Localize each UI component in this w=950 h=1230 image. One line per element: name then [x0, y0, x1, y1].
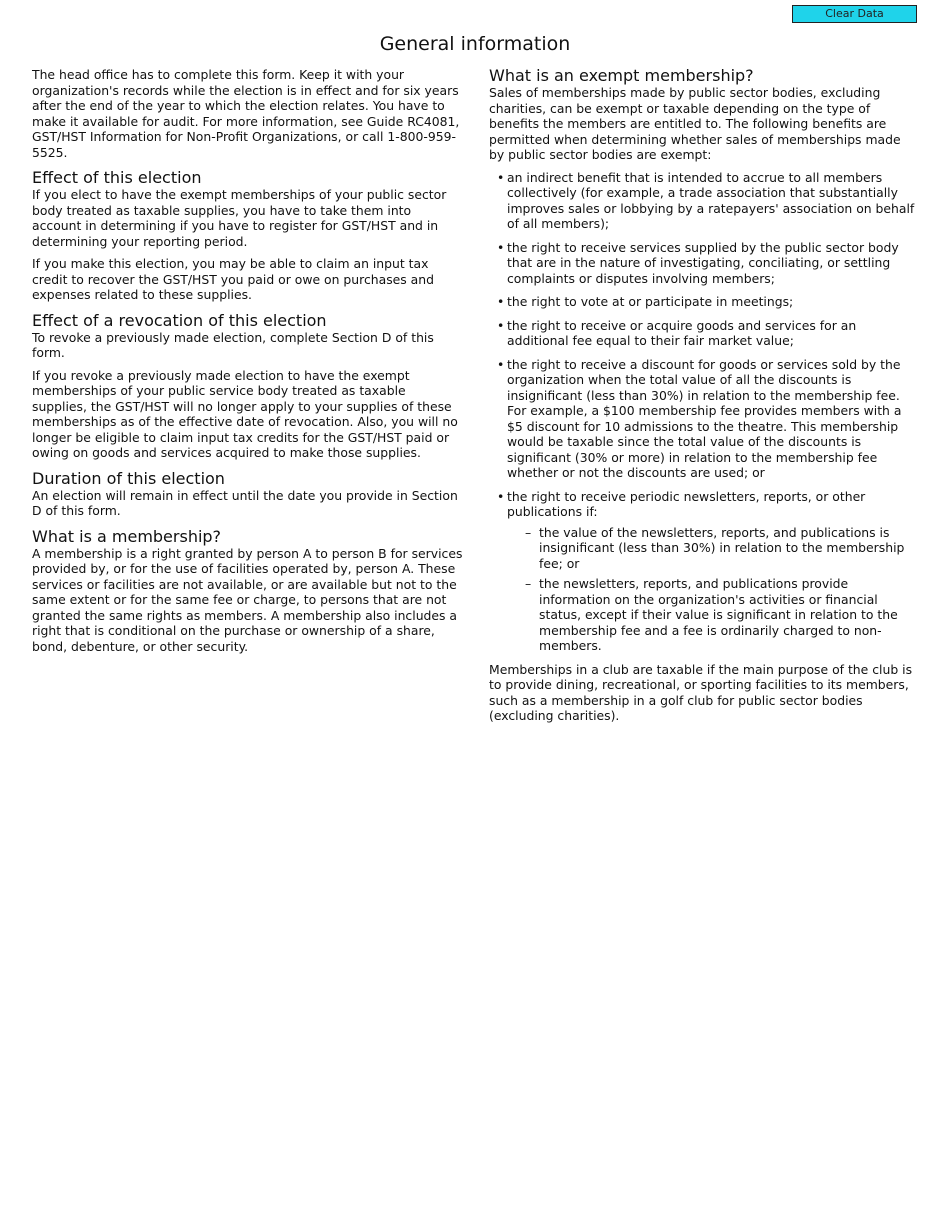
- bullet-icon: •: [497, 294, 505, 309]
- effect-paragraph-1: If you elect to have the exempt memberships of your public sector body treated as taxable supplies, you have to take them into account in determining if you have to register for GST/HST and in determining your reporting period.: [32, 187, 447, 249]
- intro-paragraph: The head office has to complete this form. Keep it with your organization's records while the election is in effect and for six years after the end of the year to which the election relates. You have to make it available for audit. For more information, see Guide RC4081, GST/HST Information for Non-Profit Organizations, or call 1-800-959-5525.: [32, 67, 460, 160]
- sub-list-item: [507, 576, 919, 654]
- list-item-text: an indirect benefit that is intended to accrue to all members collectively (for example, a trade association that substantially improves sales or lobbying by a ratepayers' association on behalf of all members);: [507, 169, 915, 231]
- dash-icon: –: [525, 576, 532, 591]
- bullet-icon: •: [497, 317, 505, 333]
- list-item: [489, 357, 919, 481]
- revocation-paragraph-2: If you revoke a previously made election to have the exempt memberships of your public service body treated as taxable supplies, the GST/HST will no longer apply to your supplies of these memberships as of the effective date of revocation. Also, you will no longer be eligible to claim input tax credits for the GST/HST paid or owing on goods and services acquired to make those supplies.: [32, 367, 458, 460]
- right-column: [489, 67, 919, 731]
- club-membership-paragraph: Memberships in a club are taxable if the main purpose of the club is to provide dining, recreational, or sporting facilities to its members, such as a membership in a golf club for public sector bodies (excluding charities).: [489, 661, 913, 723]
- left-column: [32, 67, 464, 661]
- duration-heading: Duration of this election: [32, 468, 225, 488]
- list-item-text: the right to receive a discount for goods or services sold by the organization when the total value of all the discounts is insignificant (less than 30%) in relation to the membership fee. For example, a $100 membership fee provides members with a $5 discount for 10 admissions to the theatre. This membership would be taxable since the total value of the discounts is significant (30% or more) in relation to the membership fee whether or not the discounts are used; or: [507, 356, 902, 480]
- list-item-text: the right to receive services supplied by the public sector body that are in the nature of investigating, conciliating, or settling complaints or disputes involving members;: [507, 239, 899, 286]
- sub-list-item-text: the newsletters, reports, and publications provide information on the organization's activities or financial status, except if their value is significant in relation to the membership fee and a fee is ordinarily charged to non-members.: [539, 576, 898, 653]
- publications-sublist: [507, 525, 919, 654]
- benefits-list: [489, 170, 919, 654]
- page-title: General information: [379, 33, 571, 55]
- list-item-text: the right to receive or acquire goods and services for an additional fee equal to their fair market value;: [507, 317, 857, 348]
- bullet-icon: •: [497, 169, 505, 185]
- revocation-paragraph-1: To revoke a previously made election, complete Section D of this form.: [32, 329, 434, 360]
- bullet-icon: •: [497, 356, 505, 372]
- list-item-text: the right to receive periodic newsletters, reports, or other publications if:: [507, 488, 866, 519]
- duration-paragraph: An election will remain in effect until the date you provide in Section D of this form.: [32, 487, 458, 518]
- membership-paragraph: A membership is a right granted by person A to person B for services provided by, or for the use of facilities operated by, person A. These services or facilities are not available, or are available but not to the same extent or for the same fee or charge, to persons that are not granted the same rights as members. A membership also includes a right that is conditional on the purchase or ownership of a share, bond, debenture, or other security.: [32, 545, 463, 654]
- dash-icon: –: [525, 524, 532, 540]
- revocation-heading: Effect of a revocation of this election: [32, 310, 327, 330]
- list-item: [489, 170, 919, 232]
- list-item: [489, 318, 919, 349]
- membership-heading: What is a membership?: [32, 526, 222, 546]
- list-item: [489, 294, 919, 310]
- sub-list-item-text: the value of the newsletters, reports, and publications is insignificant (less than 30%) in relation to the membership fee; or: [539, 524, 905, 571]
- bullet-icon: •: [497, 239, 505, 255]
- list-item-text: the right to vote at or participate in meetings;: [507, 294, 794, 309]
- bullet-icon: •: [497, 488, 505, 504]
- list-item: [489, 489, 919, 654]
- list-item: [489, 240, 919, 287]
- sub-list-item: [507, 525, 919, 572]
- clear-data-button[interactable]: Clear Data: [792, 5, 917, 23]
- effect-heading: Effect of this election: [32, 168, 202, 187]
- exempt-intro-paragraph: Sales of memberships made by public sector bodies, excluding charities, can be exempt or taxable depending on the type of benefits the members are entitled to. The following benefits are permitted when determining whether sales of memberships made by public sector bodies are exempt:: [489, 85, 901, 162]
- exempt-membership-heading: What is an exempt membership?: [489, 66, 754, 85]
- effect-paragraph-2: If you make this election, you may be able to claim an input tax credit to recover the GST/HST you paid or owe on purchases and expenses related to these supplies.: [32, 256, 434, 302]
